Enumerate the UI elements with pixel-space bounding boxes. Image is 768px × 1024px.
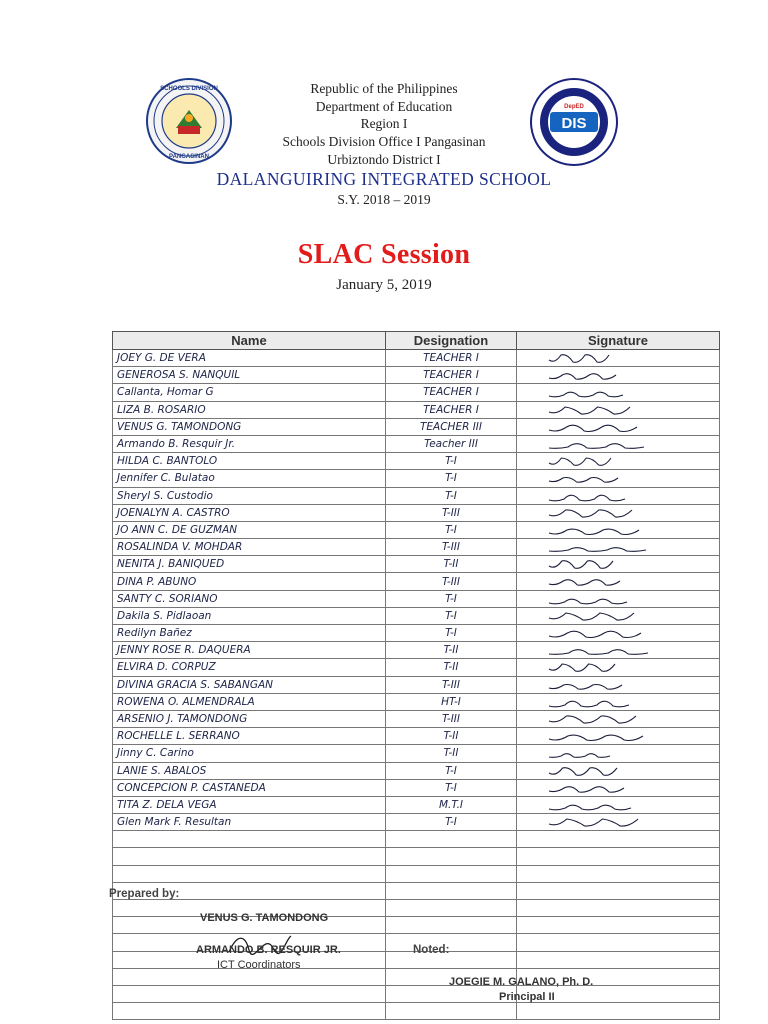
attendee-designation: T-I [386,762,517,779]
signature-scribble [547,453,619,469]
table-row [113,710,720,727]
table-row [113,384,720,401]
table-row [113,848,720,865]
designation-column-header: Designation [386,332,517,350]
attendee-designation: T-I [386,470,517,487]
attendee-signature [517,521,720,538]
signature-scribble [547,419,645,435]
department-line: Department of Education [315,99,453,114]
signature-scribble [547,505,640,521]
attendee-designation [386,900,517,917]
signature-scribble [547,608,642,624]
signature-scribble [547,488,633,504]
attendee-designation: T-II [386,556,517,573]
signature-scribble [547,763,625,779]
table-row [113,418,720,435]
attendee-name: VENUS G. TAMONDONG [113,418,386,435]
svg-text:DIS: DIS [561,115,587,132]
table-row [113,745,720,762]
signature-scribble [547,728,651,744]
attendee-designation: T-III [386,504,517,521]
table-row [113,470,720,487]
table-row [113,367,720,384]
attendee-signature [517,745,720,762]
attendee-signature [517,487,720,504]
attendee-designation [386,934,517,951]
attendee-designation: T-II [386,642,517,659]
attendee-signature [517,590,720,607]
attendee-name: Dakila S. Pidlaoan [113,607,386,624]
table-row [113,676,720,693]
attendee-name: TITA Z. DELA VEGA [113,796,386,813]
attendee-signature [517,951,720,968]
table-row [113,401,720,418]
noter-name: JOEGIE M. GALANO, Ph. D. [449,976,594,988]
signature-scribble [547,642,656,658]
attendee-signature [517,779,720,796]
attendee-name: JOEY G. DE VERA [113,350,386,367]
signature-scribble [547,556,621,572]
table-row [113,521,720,538]
attendee-designation [386,882,517,899]
attendee-name [113,1003,386,1020]
attendee-name [113,985,386,1002]
preparer-1-name: VENUS G. TAMONDONG [200,912,329,924]
svg-text:SCHOOLS DIVISION: SCHOOLS DIVISION [160,86,218,92]
attendee-signature [517,1003,720,1020]
attendee-name: JOENALYN A. CASTRO [113,504,386,521]
preparer-2-name: ARMANDO B. RESQUIR JR. [196,944,341,956]
attendee-designation [386,917,517,934]
attendee-name: LIZA B. ROSARIO [113,401,386,418]
attendee-signature [517,796,720,813]
noter-role: Principal II [499,991,555,1003]
attendee-designation: T-I [386,487,517,504]
signature-scribble [547,745,618,761]
attendee-name: ROSALINDA V. MOHDAR [113,539,386,556]
page-title: SLAC Session [297,239,471,270]
attendee-signature [517,401,720,418]
attendee-designation [386,985,517,1002]
attendee-signature [517,384,720,401]
prepared-by-label: Prepared by: [109,888,180,900]
attendee-designation: M.T.I [386,796,517,813]
attendee-name: DINA P. ABUNO [113,573,386,590]
attendee-name: NENITA J. BANIQUED [113,556,386,573]
signature-scribble [547,591,635,607]
table-row [113,831,720,848]
attendee-signature [517,762,720,779]
attendee-signature [517,814,720,831]
region-line: Region I [360,116,408,131]
table-row [113,693,720,710]
table-row [113,556,720,573]
attendee-designation: T-I [386,625,517,642]
attendee-name: JENNY ROSE R. DAQUERA [113,642,386,659]
signature-scribble [547,384,631,400]
attendee-name: ELVIRA D. CORPUZ [113,659,386,676]
table-row [113,796,720,813]
attendee-signature [517,934,720,951]
table-row [113,642,720,659]
attendee-designation: HT-I [386,693,517,710]
attendee-designation: TEACHER I [386,384,517,401]
attendee-signature [517,453,720,470]
attendee-signature [517,539,720,556]
attendee-signature [517,900,720,917]
district-line: Urbiztondo District I [327,152,441,167]
signature-scribble [547,659,623,675]
attendee-name: CONCEPCION P. CASTANEDA [113,779,386,796]
attendee-name [113,848,386,865]
table-row [113,487,720,504]
attendee-designation [386,848,517,865]
name-column-header: Name [113,332,386,350]
attendee-signature [517,350,720,367]
attendee-signature [517,625,720,642]
attendee-designation: Teacher III [386,435,517,452]
table-row [113,865,720,882]
attendee-designation: T-I [386,590,517,607]
table-header-row [113,332,720,350]
attendee-designation: T-II [386,745,517,762]
republic-line: Republic of the Philippines [310,81,458,96]
table-row [113,590,720,607]
attendee-signature [517,573,720,590]
division-line: Schools Division Office I Pangasinan [282,134,486,149]
signature-scribble [547,814,646,830]
table-row [113,968,720,985]
attendee-designation: T-I [386,607,517,624]
table-row [113,539,720,556]
signature-column-header: Signature [517,332,720,350]
attendee-name: ROWENA O. ALMENDRALA [113,693,386,710]
svg-text:PANGASINAN: PANGASINAN [169,154,209,160]
table-row [113,435,720,452]
signature-scribble [547,402,638,418]
attendee-signature [517,917,720,934]
attendee-signature [517,556,720,573]
table-row [113,814,720,831]
attendee-designation: T-III [386,573,517,590]
attendee-designation [386,951,517,968]
attendee-designation: T-I [386,453,517,470]
signature-scribble [547,436,652,452]
signature-scribble [547,367,624,383]
attendee-signature [517,504,720,521]
attendee-name: Glen Mark F. Resultan [113,814,386,831]
table-row [113,504,720,521]
attendee-name: Jennifer C. Bulatao [113,470,386,487]
attendee-name: Jinny C. Carino [113,745,386,762]
attendee-designation: T-III [386,710,517,727]
attendee-name: ARSENIO J. TAMONDONG [113,710,386,727]
svg-text:DepED: DepED [564,104,584,110]
attendee-designation: TEACHER III [386,418,517,435]
attendee-name: Armando B. Resquir Jr. [113,435,386,452]
session-date: January 5, 2019 [336,277,432,293]
attendee-designation [386,831,517,848]
attendee-name: GENEROSA S. NANQUIL [113,367,386,384]
signature-scribble [547,797,639,813]
attendee-signature [517,882,720,899]
preparer-role: ICT Coordinators [217,959,301,971]
table-row [113,350,720,367]
attendee-designation: T-I [386,779,517,796]
attendee-signature [517,418,720,435]
attendee-name: JO ANN C. DE GUZMAN [113,521,386,538]
attendee-name: Redilyn Bañez [113,625,386,642]
table-row [113,625,720,642]
table-row [113,573,720,590]
table-row [113,779,720,796]
signature-scribble [547,573,628,589]
attendee-designation: T-II [386,728,517,745]
signature-scribble [547,677,630,693]
table-row [113,453,720,470]
attendee-signature [517,607,720,624]
attendee-name: ROCHELLE L. SERRANO [113,728,386,745]
attendee-signature [517,676,720,693]
attendee-name: HILDA C. BANTOLO [113,453,386,470]
table-row [113,607,720,624]
attendee-designation [386,865,517,882]
signature-scribble [547,522,647,538]
signature-scribble [547,711,644,727]
attendee-signature [517,659,720,676]
attendee-designation: T-I [386,814,517,831]
attendee-signature [517,642,720,659]
attendee-designation: T-III [386,676,517,693]
table-row [113,985,720,1002]
attendee-signature [517,728,720,745]
attendee-name: LANIE S. ABALOS [113,762,386,779]
attendee-name: DIVINA GRACIA S. SABANGAN [113,676,386,693]
attendee-name: SANTY C. SORIANO [113,590,386,607]
signature-scribble [547,539,654,555]
table-row [113,659,720,676]
table-row [113,728,720,745]
attendee-designation: T-I [386,521,517,538]
attendee-designation: TEACHER I [386,401,517,418]
school-name: DALANGUIRING INTEGRATED SCHOOL [216,169,552,189]
attendee-signature [517,710,720,727]
attendee-name [113,831,386,848]
attendee-signature [517,865,720,882]
attendee-signature [517,693,720,710]
signature-scribble [547,470,626,486]
noted-label: Noted: [413,944,450,956]
attendee-designation: TEACHER I [386,367,517,384]
attendee-name: Callanta, Homar G [113,384,386,401]
table-row [113,1003,720,1020]
attendee-signature [517,470,720,487]
school-year: S.Y. 2018 – 2019 [337,192,431,207]
attendee-designation: T-II [386,659,517,676]
attendee-name: Sheryl S. Custodio [113,487,386,504]
signature-scribble [547,694,637,710]
attendee-signature [517,435,720,452]
attendee-name [113,865,386,882]
table-row [113,762,720,779]
attendee-designation: TEACHER I [386,350,517,367]
attendee-signature [517,831,720,848]
signature-scribble [547,780,632,796]
attendee-designation: T-III [386,539,517,556]
attendee-signature [517,848,720,865]
attendee-designation [386,1003,517,1020]
attendee-signature [517,367,720,384]
signature-scribble [547,625,649,641]
signature-scribble [547,350,617,366]
table-row [113,882,720,899]
